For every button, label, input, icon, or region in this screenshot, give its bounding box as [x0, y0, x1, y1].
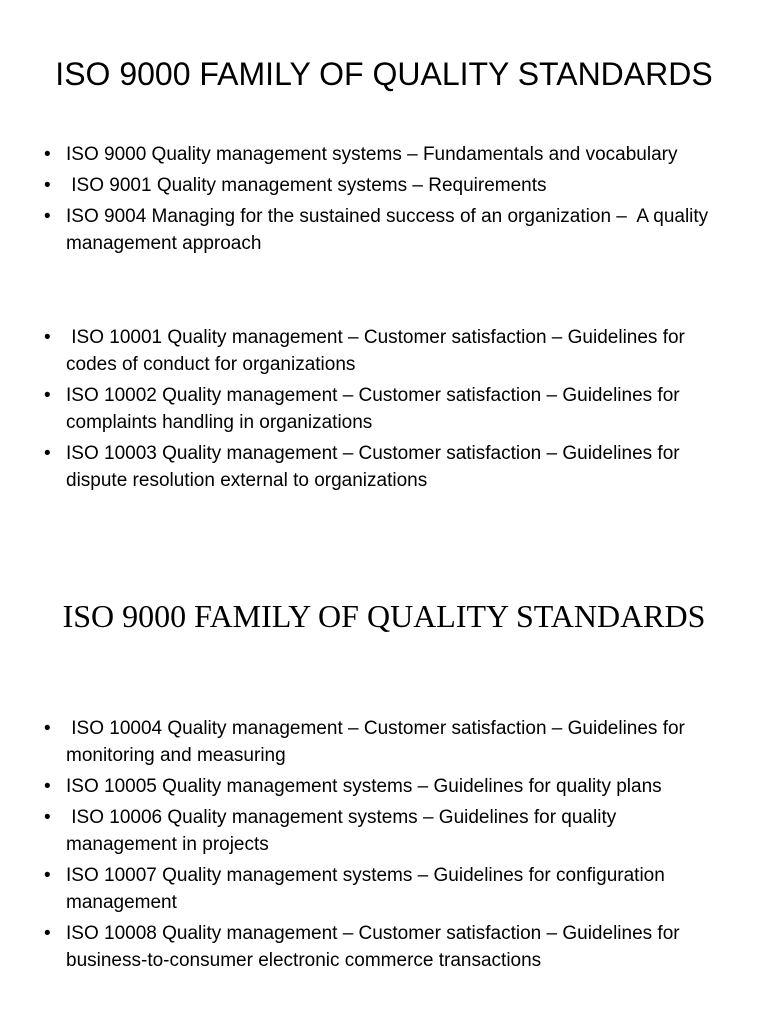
- slide-2-title: ISO 9000 FAMILY OF QUALITY STANDARDS: [62, 598, 706, 634]
- list-item-text: ISO 10004 Quality management – Customer satisfaction – Guidelines for monitoring and measuring: [66, 718, 691, 766]
- list-item: [0, 203, 768, 257]
- list-item: [0, 172, 768, 199]
- list-item: [0, 440, 768, 494]
- list-item: [0, 773, 768, 800]
- slide-2-list: [0, 715, 768, 978]
- bullet-icon: •: [44, 206, 51, 227]
- list-item: [0, 382, 768, 436]
- bullet-icon: •: [44, 923, 51, 944]
- bullet-icon: •: [44, 327, 51, 348]
- list-item-text: ISO 9004 Managing for the sustained success of an organization – A quality management approach: [66, 206, 714, 254]
- list-item-text: ISO 10006 Quality management systems – Guidelines for quality management in projects: [66, 807, 622, 855]
- slide-1-title: ISO 9000 FAMILY OF QUALITY STANDARDS: [55, 56, 713, 92]
- list-item-text: ISO 10001 Quality management – Customer satisfaction – Guidelines for codes of conduct for organizations: [66, 327, 691, 375]
- list-item: [0, 862, 768, 916]
- list-item-text: ISO 10005 Quality management systems – Guidelines for quality plans: [66, 776, 662, 797]
- list-item: [0, 141, 768, 168]
- list-item-text: ISO 10007 Quality management systems – Guidelines for configuration management: [66, 865, 671, 913]
- list-item-text: ISO 10008 Quality management – Customer satisfaction – Guidelines for business-to-consumer electronic commerce transactions: [66, 923, 685, 971]
- list-item: [0, 324, 768, 378]
- slide-1-list-customer: [0, 324, 768, 498]
- bullet-icon: •: [44, 175, 51, 196]
- list-item-text: ISO 10002 Quality management – Customer satisfaction – Guidelines for complaints handling in organizations: [66, 385, 685, 433]
- bullet-icon: •: [44, 443, 51, 464]
- bullet-icon: •: [44, 718, 51, 739]
- list-item: [0, 920, 768, 974]
- list-item-text: ISO 9000 Quality management systems – Fundamentals and vocabulary: [66, 144, 678, 165]
- bullet-icon: •: [44, 144, 51, 165]
- bullet-icon: •: [44, 807, 51, 828]
- list-item: [0, 804, 768, 858]
- list-item-text: ISO 9001 Quality management systems – Requirements: [66, 175, 547, 196]
- bullet-icon: •: [44, 385, 51, 406]
- slide-1-list-core: [0, 141, 768, 261]
- slide-2: [0, 540, 768, 1024]
- bullet-icon: •: [44, 865, 51, 886]
- bullet-icon: •: [44, 776, 51, 797]
- list-item-text: ISO 10003 Quality management – Customer satisfaction – Guidelines for dispute resolution external to organizations: [66, 443, 685, 491]
- list-item: [0, 715, 768, 769]
